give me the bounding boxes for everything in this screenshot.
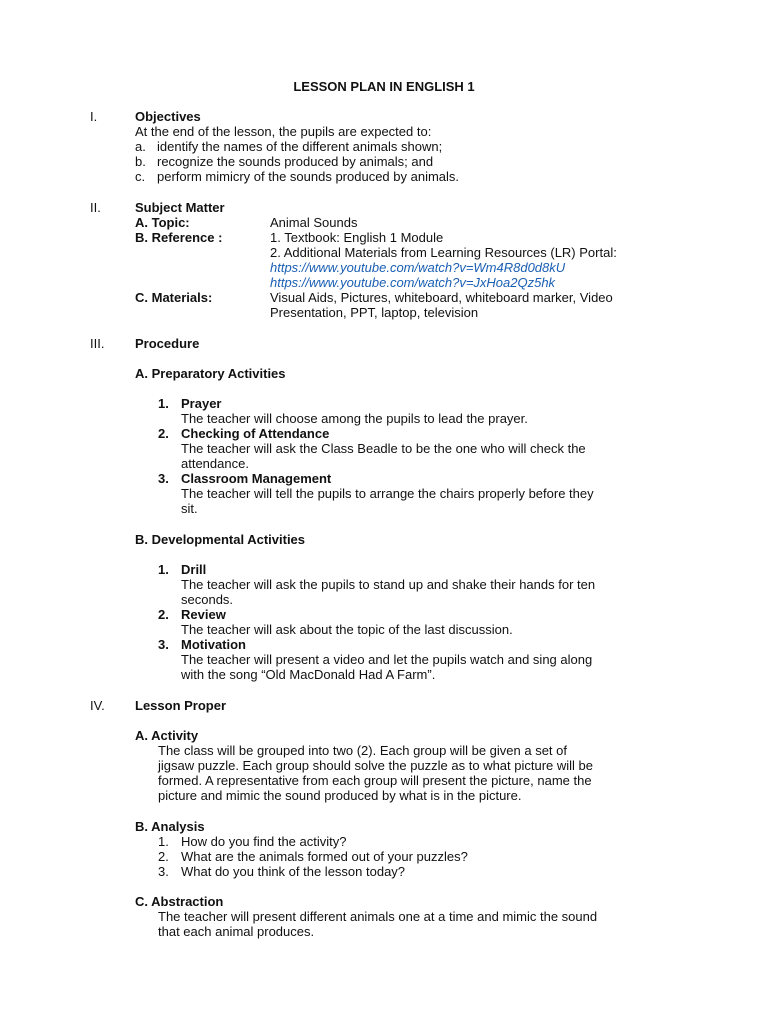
classroom-mgmt-title: Classroom Management: [181, 471, 332, 486]
materials-line-1: Visual Aids, Pictures, whiteboard, whiteboard marker, Video: [270, 290, 613, 305]
section-1-number: I.: [90, 109, 98, 124]
objective-b-letter: b.: [135, 154, 146, 169]
section-1-heading: Objectives: [135, 109, 201, 124]
analysis-q3-text: What do you think of the lesson today?: [181, 864, 406, 879]
reference-lr-portal: 2. Additional Materials from Learning Resources (LR) Portal:: [270, 245, 617, 260]
activity-line-3: formed. A representative from each group will present the picture, name the: [158, 773, 592, 788]
attendance-number: 2.: [158, 426, 169, 441]
document-title: LESSON PLAN IN ENGLISH 1: [293, 79, 475, 94]
youtube-link-2[interactable]: https://www.youtube.com/watch?v=JxHoa2Qz5hk: [270, 275, 556, 290]
review-title: Review: [181, 607, 226, 622]
abstraction-line-1: The teacher will present different animals one at a time and mimic the sound: [158, 909, 598, 924]
activity-line-1: The class will be grouped into two (2). Each group will be given a set of: [158, 743, 567, 758]
motivation-number: 3.: [158, 637, 169, 652]
prayer-title: Prayer: [181, 396, 222, 411]
objective-a-text: identify the names of the different animals shown;: [157, 139, 443, 154]
developmental-heading: B. Developmental Activities: [135, 532, 306, 547]
objective-b-text: recognize the sounds produced by animals; and: [157, 154, 434, 169]
analysis-q3-number: 3.: [158, 864, 169, 879]
activity-heading: A. Activity: [135, 728, 199, 743]
analysis-q1-text: How do you find the activity?: [181, 834, 347, 849]
section-4-heading: Lesson Proper: [135, 698, 227, 713]
section-3-heading: Procedure: [135, 336, 200, 351]
attendance-text-1: The teacher will ask the Class Beadle to be the one who will check the: [181, 441, 586, 456]
attendance-text-2: attendance.: [181, 456, 249, 471]
abstraction-heading: C. Abstraction: [135, 894, 224, 909]
analysis-heading: B. Analysis: [135, 819, 205, 834]
analysis-q1-number: 1.: [158, 834, 169, 849]
objectives-intro: At the end of the lesson, the pupils are expected to:: [135, 124, 432, 139]
drill-text-2: seconds.: [181, 592, 234, 607]
objective-c-letter: c.: [135, 169, 146, 184]
prayer-number: 1.: [158, 396, 169, 411]
classroom-mgmt-number: 3.: [158, 471, 169, 486]
drill-title: Drill: [181, 562, 207, 577]
analysis-q2-text: What are the animals formed out of your puzzles?: [181, 849, 468, 864]
prayer-text: The teacher will choose among the pupils to lead the prayer.: [181, 411, 528, 426]
review-text: The teacher will ask about the topic of the last discussion.: [181, 622, 513, 637]
reference-label: B. Reference :: [135, 230, 223, 245]
reference-textbook: 1. Textbook: English 1 Module: [270, 230, 444, 245]
objective-a-letter: a.: [135, 139, 146, 154]
section-2-heading: Subject Matter: [135, 200, 225, 215]
review-number: 2.: [158, 607, 169, 622]
classroom-mgmt-text-2: sit.: [181, 501, 198, 516]
activity-line-4: picture and mimic the sound produced by what is in the picture.: [158, 788, 522, 803]
motivation-title: Motivation: [181, 637, 246, 652]
topic-label: A. Topic:: [135, 215, 190, 230]
section-2-number: II.: [90, 200, 101, 215]
materials-line-2: Presentation, PPT, laptop, television: [270, 305, 479, 320]
preparatory-heading: A. Preparatory Activities: [135, 366, 286, 381]
section-4-number: IV.: [90, 698, 105, 713]
youtube-link-1[interactable]: https://www.youtube.com/watch?v=Wm4R8d0d8kU: [270, 260, 566, 275]
abstraction-line-2: that each animal produces.: [158, 924, 315, 939]
classroom-mgmt-text-1: The teacher will tell the pupils to arrange the chairs properly before they: [181, 486, 594, 501]
attendance-title: Checking of Attendance: [181, 426, 330, 441]
analysis-q2-number: 2.: [158, 849, 169, 864]
motivation-text-1: The teacher will present a video and let the pupils watch and sing along: [181, 652, 593, 667]
topic-value: Animal Sounds: [270, 215, 358, 230]
activity-line-2: jigsaw puzzle. Each group should solve the puzzle as to what picture will be: [158, 758, 594, 773]
drill-text-1: The teacher will ask the pupils to stand up and shake their hands for ten: [181, 577, 596, 592]
materials-label: C. Materials:: [135, 290, 213, 305]
section-3-number: III.: [90, 336, 105, 351]
motivation-text-2: with the song “Old MacDonald Had A Farm”.: [181, 667, 436, 682]
drill-number: 1.: [158, 562, 169, 577]
objective-c-text: perform mimicry of the sounds produced by animals.: [157, 169, 460, 184]
